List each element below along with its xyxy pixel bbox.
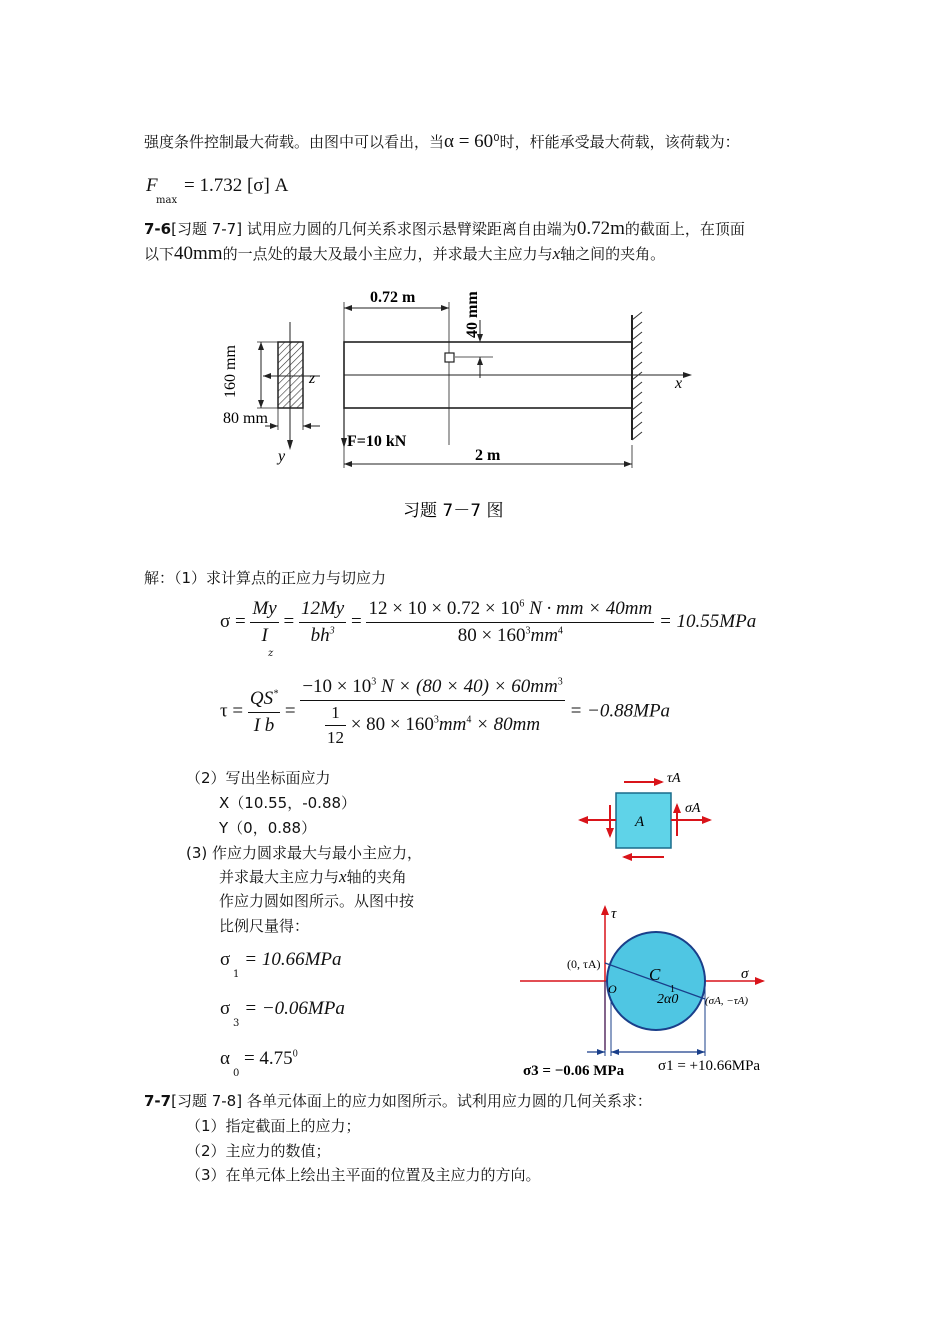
stress-element-figure bbox=[572, 770, 722, 870]
tau-lhs: τ = bbox=[220, 700, 244, 722]
distance-value: 0.72m bbox=[576, 218, 625, 239]
sigma3-result bbox=[220, 998, 345, 1020]
step3-line2 bbox=[219, 866, 407, 887]
step3-x-var: x bbox=[339, 867, 347, 886]
sigma-axis-label: σ bbox=[741, 966, 749, 982]
sigma1-label: σ1 = +10.66MPa bbox=[658, 1058, 761, 1074]
sigma-f1-num: My bbox=[250, 598, 278, 623]
intro-line bbox=[144, 131, 740, 153]
point-2-label: (σA, −τA) bbox=[705, 995, 749, 1007]
tau-f2-num: $-10 \times 10^3$ $N \times (80 \times 40) \times 60mm^3$ bbox=[300, 676, 564, 701]
sigma-f3-den-text: 80 × 160 bbox=[457, 625, 526, 646]
problem-7-7-line1 bbox=[144, 1090, 652, 1111]
label-sigmaA: σA bbox=[685, 801, 701, 816]
alpha0-sub: 0 bbox=[233, 1068, 240, 1079]
step3-line1: (3) 作应力圆求最大与最小主应力， bbox=[186, 844, 423, 862]
problem-number: 7-6 bbox=[144, 220, 172, 238]
sigma-f2-den: $bh^3$ bbox=[310, 625, 335, 646]
label-80: 80 mm bbox=[223, 410, 268, 427]
problem-text: 试用应力圆的几何关系求图示悬臂梁距离自由端为 bbox=[246, 220, 577, 238]
problem-7-6-line2 bbox=[144, 243, 665, 265]
question-2: （2）主应力的数值； bbox=[186, 1142, 331, 1160]
label-tauA: τA bbox=[667, 771, 681, 786]
problem-7-7-number: 7-7 bbox=[144, 1092, 172, 1110]
alpha-eq: α = 60 bbox=[444, 131, 494, 152]
tau-f2-num-text: −10 × 10 bbox=[302, 676, 372, 697]
intro-text-after: 时，杆能承受最大荷载，该荷载为： bbox=[499, 133, 740, 151]
label-F: F=10 kN bbox=[347, 433, 407, 450]
sigma-f1-den bbox=[250, 623, 278, 647]
tau-f1-num: QS* bbox=[248, 688, 280, 713]
step3-line2a: 并求最大主应力与 bbox=[219, 868, 340, 886]
sigma1-result bbox=[220, 949, 342, 971]
problem-7-6-line1 bbox=[144, 218, 745, 240]
tau-f1-num-text: QS bbox=[249, 687, 274, 709]
sigma-f3-den: $80 \times 160^3mm^4$ bbox=[457, 625, 563, 646]
step2-heading: （2）写出坐标面应力 bbox=[186, 769, 331, 787]
tau-result: = −0.88MPa bbox=[569, 700, 671, 722]
figure-caption: 习题 7－7 图 bbox=[403, 501, 504, 521]
sigma1-value: = 10.66MPa bbox=[244, 949, 342, 970]
sigma-lhs: σ = bbox=[220, 610, 246, 632]
tau-f2-num-tail: N × (80 × 40) × 60mm bbox=[381, 676, 558, 697]
depth-value: 40mm bbox=[174, 243, 223, 264]
sigma-f3-num: $12 \times 10 \times 0.72 \times 10^6$ N · mm × 40mm bbox=[366, 598, 654, 623]
sigma-f2-num: 12My bbox=[299, 598, 346, 623]
question-1: （1）指定截面上的应力； bbox=[186, 1117, 361, 1135]
sigma-f2-den-text: bh bbox=[310, 625, 330, 646]
deg-mark: 0 bbox=[493, 133, 500, 144]
problem-text-2b: 的一点处的最大及最小主应力，并求最大主应力与 bbox=[222, 245, 553, 263]
alpha0-result bbox=[220, 1048, 298, 1070]
sigma-frac-3 bbox=[366, 598, 654, 647]
sigma-frac-1 bbox=[250, 598, 278, 647]
sigma-formula: σ = $\frac{My}{I}$ = $\frac{12My}{bh^3}$ = $\frac{12 \times 10 \times 0.72 \times 10^6 N \cdot mm \times 40mm}{80 \times 160^3mm^4}$ = 10.55MPa bbox=[220, 598, 757, 646]
x-var: x bbox=[552, 244, 561, 263]
fmax-formula bbox=[146, 175, 158, 197]
element-label-A: A bbox=[635, 814, 645, 830]
origin-label: O bbox=[608, 982, 617, 996]
fmax-f: F bbox=[146, 175, 158, 196]
tau-f1-den: I b bbox=[253, 714, 275, 736]
problem-7-7-tag: [习题 7-8] bbox=[171, 1092, 243, 1110]
sigma-f3-num-text: 12 × 10 × 0.72 × 10 bbox=[368, 598, 520, 619]
tau-formula: τ = $\frac{QS^*}{\text{I b}}$ = $-10 \times 10^3$ $N \times (80 \times 40) \times 60mm^3$ $\frac{1}{12}$ × $80 \times 160^3mm^4 \times 80mm$ = −0.88MPa bbox=[220, 676, 671, 747]
mohr-circle-figure bbox=[515, 900, 795, 1080]
two-alpha-label: 2α0 bbox=[657, 992, 679, 1007]
tau-f2-den: $\frac{1}{12}$ × $80 \times 160^3mm^4 \times 80mm$ bbox=[326, 703, 541, 747]
label-2m: 2 m bbox=[475, 447, 501, 464]
label-z: z bbox=[309, 370, 316, 387]
problem-text-2a: 以下 bbox=[144, 245, 175, 263]
problem-7-7-text: 各单元体面上的应力如图所示。试利用应力圆的几何关系求： bbox=[246, 1092, 652, 1110]
label-072: 0.72 m bbox=[370, 289, 416, 306]
sigma1-sym: σ bbox=[220, 949, 231, 970]
sigma-result: = 10.55MPa bbox=[658, 610, 757, 632]
label-160: 160 mm bbox=[222, 345, 239, 398]
beam-figure bbox=[205, 280, 695, 530]
sigma3-sub: 3 bbox=[233, 1018, 240, 1029]
problem-tag: [习题 7-7] bbox=[171, 220, 243, 238]
point-1-label: (0, τA) bbox=[567, 957, 601, 971]
alpha0-sym: α bbox=[220, 1048, 230, 1069]
tau-f2-den-tail: × 80mm bbox=[476, 713, 541, 735]
label-y: y bbox=[278, 448, 286, 465]
sigma3-sym: σ bbox=[220, 998, 231, 1019]
step3-line3: 作应力圆如图所示。从图中按 bbox=[219, 892, 415, 910]
sigma1-sub: 1 bbox=[233, 969, 240, 980]
label-40: 40 mm bbox=[464, 291, 481, 338]
fmax-rhs: = 1.732 [σ] A bbox=[184, 175, 289, 196]
sigma3-value: = −0.06MPa bbox=[244, 998, 345, 1019]
sigma-f3-den-tail: mm bbox=[530, 625, 558, 646]
sigma-f3-num-tail: N · mm × 40mm bbox=[529, 598, 653, 619]
coord-y: Y（0，0.88） bbox=[219, 819, 317, 837]
step3-line4: 比例尺量得： bbox=[219, 917, 310, 935]
sigma-frac-2 bbox=[299, 598, 346, 647]
problem-text-2c: 轴之间的夹角。 bbox=[560, 245, 666, 263]
center-label: C bbox=[649, 965, 661, 984]
step3-line2b: 轴的夹角 bbox=[346, 868, 407, 886]
problem-text-b: 的截面上，在顶面 bbox=[624, 220, 745, 238]
iz-sub: z bbox=[268, 648, 274, 659]
fmax-sub: max bbox=[156, 195, 178, 206]
stress-point bbox=[445, 353, 454, 362]
tau-frac-1 bbox=[248, 688, 280, 737]
sigma3-label: σ3 = −0.06 MPa bbox=[523, 1063, 625, 1079]
alpha0-deg: 0 bbox=[292, 1048, 298, 1060]
intro-text: 强度条件控制最大荷载。由图中可以看出，当 bbox=[144, 133, 445, 151]
tau-f2-den-pre: × 80 × 160 bbox=[350, 713, 434, 735]
alpha0-value: = 4.75 bbox=[243, 1048, 293, 1069]
tau-frac-2 bbox=[300, 676, 564, 748]
tau-axis-label: τ bbox=[611, 906, 617, 922]
coord-x: X（10.55，-0.88） bbox=[219, 794, 357, 812]
sigma-f1-den-text: I bbox=[261, 625, 268, 646]
step1-heading: 解：（1）求计算点的正应力与切应力 bbox=[144, 569, 387, 587]
question-3: （3）在单元体上绘出主平面的位置及主应力的方向。 bbox=[186, 1166, 541, 1184]
one-label: 1 bbox=[670, 984, 675, 995]
label-x: x bbox=[675, 375, 683, 392]
